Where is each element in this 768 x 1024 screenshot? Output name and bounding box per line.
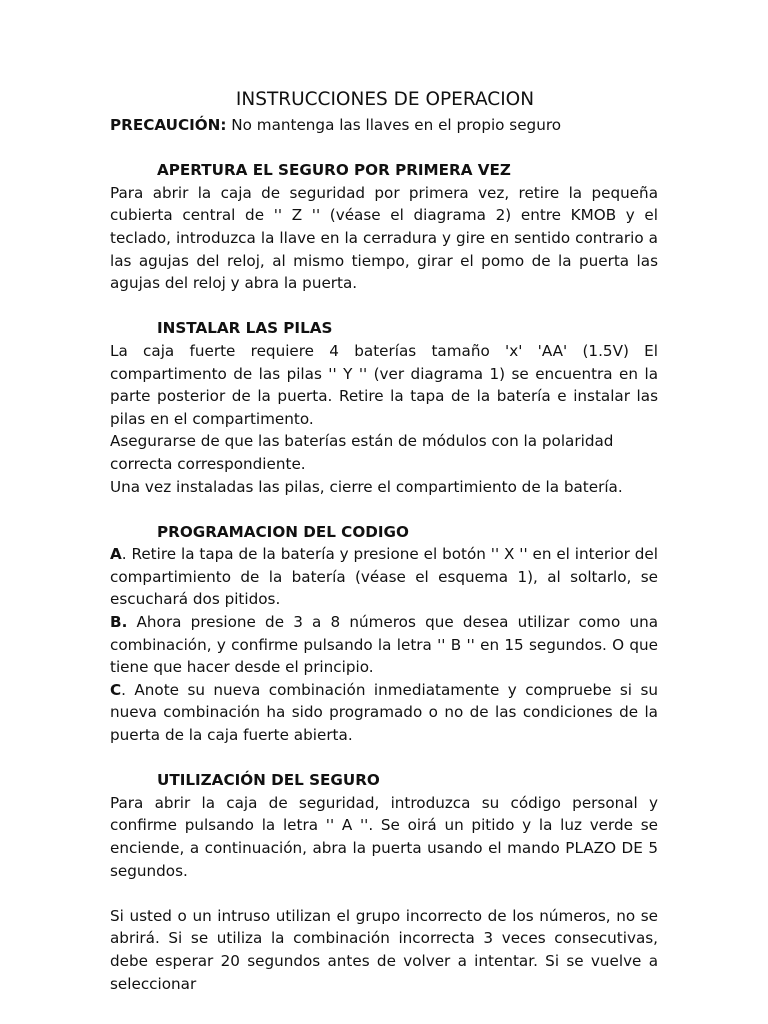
install-batteries-paragraph-2: Asegurarse de que las baterías están de módulos con la polaridad correcta correspondiente. bbox=[110, 432, 614, 473]
precaution-text: No mantenga las llaves en el propio seguro bbox=[226, 116, 562, 134]
using-safe-paragraph-1: Para abrir la caja de seguridad, introduzca su código personal y confirme pulsando la letra '' A ''. Se oirá un pitido y la luz verde se enciende, a continuación, abra la puerta usando el mando PLAZO DE 5 segundos. bbox=[110, 793, 658, 880]
blank-line bbox=[110, 498, 658, 521]
code-step-a-label: A bbox=[110, 545, 122, 564]
install-batteries-paragraph-3: Una vez instaladas las pilas, cierre el compartimiento de la batería. bbox=[110, 477, 623, 496]
code-step-c-text: . Anote su nueva combinación inmediatamente y compruebe si su nueva combinación ha sido programado o no de las condiciones de la puerta de la caja fuerte abierta. bbox=[110, 680, 658, 745]
section-heading-install-batteries: INSTALAR LAS PILAS bbox=[157, 319, 333, 338]
document-title: INSTRUCCIONES DE OPERACION bbox=[235, 89, 535, 110]
code-step-c bbox=[110, 679, 658, 747]
code-step-a bbox=[110, 543, 658, 611]
install-batteries-paragraph-1: La caja fuerte requiere 4 baterías tamaño 'x' 'AA' (1.5V) El compartimento de las pilas '' Y '' (ver diagrama 1) se encuentra en la parte posterior de la puerta. Retire la tapa de la batería e instalar las pilas en el compartimento. bbox=[110, 341, 658, 428]
blank-line bbox=[110, 747, 658, 770]
precaution-label: PRECAUCIÓN: bbox=[110, 116, 227, 134]
blank-line bbox=[110, 137, 658, 160]
blank-line bbox=[110, 882, 658, 905]
code-step-b-label: B. bbox=[110, 613, 128, 632]
code-step-c-label: C bbox=[110, 680, 122, 699]
blank-line bbox=[110, 295, 658, 318]
document-page bbox=[110, 86, 658, 995]
code-step-b-text: Ahora presione de 3 a 8 números que desea utilizar como una combinación, y confirme pulsando la letra '' B '' en 15 segundos. O que tiene que hacer desde el principio. bbox=[110, 613, 658, 677]
precaution-paragraph bbox=[110, 114, 658, 137]
section-heading-first-opening: APERTURA EL SEGURO POR PRIMERA VEZ bbox=[157, 161, 511, 180]
using-safe-paragraph-2: Si usted o un intruso utilizan el grupo incorrecto de los números, no se abrirá. Si se utiliza la combinación incorrecta 3 veces consecutivas, debe esperar 20 segundos antes de volver a intentar. Si se vuelve a seleccionar bbox=[110, 906, 658, 993]
section-heading-using-safe: UTILIZACIÓN DEL SEGURO bbox=[157, 771, 380, 790]
code-step-b bbox=[110, 611, 658, 679]
first-opening-paragraph: Para abrir la caja de seguridad por primera vez, retire la pequeña cubierta central de '' Z '' (véase el diagrama 2) entre KMOB y el teclado, introduzca la llave en la cerradura y gire en sentido contrario a las agujas del reloj, al mismo tiempo, girar el pomo de la puerta las agujas del reloj y abra la puerta. bbox=[110, 183, 658, 293]
code-step-a-text: . Retire la tapa de la batería y presione el botón '' X '' en el interior del compartimiento de la batería (véase el esquema 1), al soltarlo, se escuchará dos pitidos. bbox=[110, 545, 658, 609]
section-heading-code-programming: PROGRAMACION DEL CODIGO bbox=[157, 522, 409, 541]
